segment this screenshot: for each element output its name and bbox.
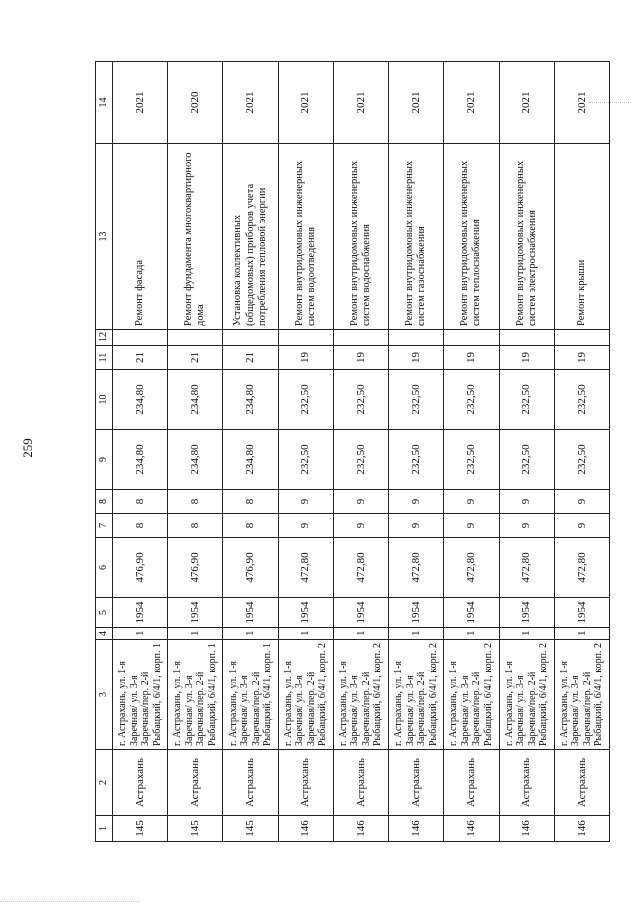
cell-c7: 9 — [389, 514, 444, 538]
address-line: Заречная/пер. 2-й — [195, 671, 207, 746]
cell-c7: 9 — [554, 514, 609, 538]
cell-c7: 9 — [499, 514, 554, 538]
cell-city: Астрахань — [333, 750, 388, 816]
cell-city: Астрахань — [444, 750, 499, 816]
address-line: Заречная/пер. 2-й — [526, 671, 538, 746]
scan-artifact-bottom — [0, 901, 140, 903]
column-header-6: 6 — [96, 538, 113, 598]
cell-c10: 234,80 — [168, 370, 223, 430]
cell-c4: 1 — [223, 628, 278, 640]
cell-c11: 19 — [444, 346, 499, 370]
cell-c12 — [389, 330, 444, 346]
work-type-cell: Ремонт крыши — [554, 144, 609, 330]
cell-num: 145 — [168, 816, 223, 842]
cell-c12 — [223, 330, 278, 346]
cell-year: 1954 — [278, 598, 333, 628]
address-line: Рыбацкий, 6/4/1, корп. 1 — [151, 643, 163, 746]
cell-area: 472,80 — [554, 538, 609, 598]
cell-c8: 9 — [389, 490, 444, 514]
cell-c4: 1 — [113, 628, 168, 640]
address-line: Рыбацкий, 6/4/1, корп. 2 — [317, 643, 329, 746]
cell-c12 — [113, 330, 168, 346]
cell-c9: 232,50 — [554, 430, 609, 490]
column-header-14: 14 — [96, 62, 113, 144]
cell-c12 — [333, 330, 388, 346]
table-row — [113, 62, 168, 842]
cell-c8: 8 — [168, 490, 223, 514]
work-type-cell: Ремонт внутридомовых инженерных систем электроснабжения — [499, 144, 554, 330]
address-line: Рыбацкий, 6/4/1, корп. 1 — [262, 643, 274, 746]
address-line: Заречная/пер. 2-й — [416, 671, 428, 746]
cell-c10: 232,50 — [554, 370, 609, 430]
cell-num: 146 — [333, 816, 388, 842]
cell-city: Астрахань — [389, 750, 444, 816]
cell-num: 145 — [223, 816, 278, 842]
cell-c11: 19 — [278, 346, 333, 370]
cell-c8: 9 — [554, 490, 609, 514]
table-row — [223, 62, 278, 842]
address-cell — [333, 640, 388, 750]
column-header-5: 5 — [96, 598, 113, 628]
cell-year: 1954 — [168, 598, 223, 628]
cell-c9: 234,80 — [168, 430, 223, 490]
work-type-cell: Ремонт внутридомовых инженерных систем водоснабжения — [333, 144, 388, 330]
address-cell — [223, 640, 278, 750]
address-cell — [389, 640, 444, 750]
cell-c14: 2021 — [223, 62, 278, 144]
address-cell — [444, 640, 499, 750]
cell-year: 1954 — [444, 598, 499, 628]
column-header-4: 4 — [96, 628, 113, 640]
cell-city: Астрахань — [554, 750, 609, 816]
cell-c8: 9 — [278, 490, 333, 514]
cell-c10: 234,80 — [113, 370, 168, 430]
address-line: Рыбацкий, 6/4/1, корп. 2 — [372, 643, 384, 746]
address-line: Заречная/пер. 2-й — [305, 671, 317, 746]
cell-c10: 232,50 — [444, 370, 499, 430]
table-row — [444, 62, 499, 842]
column-header-13: 13 — [96, 144, 113, 330]
cell-c14: 2021 — [554, 62, 609, 144]
cell-c10: 232,50 — [278, 370, 333, 430]
column-header-8: 8 — [96, 490, 113, 514]
cell-c4: 1 — [168, 628, 223, 640]
column-header-1: 1 — [96, 816, 113, 842]
work-type-cell: Установка коллективных (общедомовых) приборов учета потребления тепловой энергии — [223, 144, 278, 330]
cell-c14: 2021 — [113, 62, 168, 144]
column-header-9: 9 — [96, 430, 113, 490]
column-header-2: 2 — [96, 750, 113, 816]
cell-city: Астрахань — [499, 750, 554, 816]
cell-c7: 9 — [444, 514, 499, 538]
address-line: г. Астрахань, ул. 1-я — [282, 660, 294, 746]
cell-area: 472,80 — [499, 538, 554, 598]
cell-c11: 19 — [389, 346, 444, 370]
address-line: Заречная/ ул. 3-я — [570, 675, 582, 746]
cell-year: 1954 — [113, 598, 168, 628]
cell-area: 476,90 — [113, 538, 168, 598]
cell-c11: 21 — [168, 346, 223, 370]
address-line: г. Астрахань, ул. 1-я — [448, 660, 460, 746]
address-cell — [499, 640, 554, 750]
address-line: г. Астрахань, ул. 1-я — [503, 660, 515, 746]
cell-year: 1954 — [499, 598, 554, 628]
work-type-cell: Ремонт фасада — [113, 144, 168, 330]
page-number: 259 — [20, 438, 35, 458]
cell-num: 146 — [389, 816, 444, 842]
address-line: Рыбацкий, 6/4/1, корп. 2 — [593, 643, 605, 746]
column-header-7: 7 — [96, 514, 113, 538]
rotated-table-container — [95, 62, 610, 842]
cell-c14: 2021 — [444, 62, 499, 144]
address-cell — [113, 640, 168, 750]
cell-c7: 8 — [113, 514, 168, 538]
cell-area: 476,90 — [168, 538, 223, 598]
cell-num: 145 — [113, 816, 168, 842]
address-line: Заречная/ ул. 3-я — [349, 675, 361, 746]
cell-area: 472,80 — [444, 538, 499, 598]
cell-c12 — [499, 330, 554, 346]
table-row — [554, 62, 609, 842]
table-row — [333, 62, 388, 842]
address-line: г. Астрахань, ул. 1-я — [117, 660, 129, 746]
cell-year: 1954 — [333, 598, 388, 628]
cell-c7: 8 — [168, 514, 223, 538]
cell-c10: 232,50 — [389, 370, 444, 430]
column-header-12: 12 — [96, 330, 113, 346]
cell-area: 472,80 — [278, 538, 333, 598]
address-line: Заречная/ ул. 3-я — [404, 675, 416, 746]
cell-c8: 8 — [113, 490, 168, 514]
work-type-cell: Ремонт внутридомовых инженерных систем газоснабжения — [389, 144, 444, 330]
cell-area: 472,80 — [389, 538, 444, 598]
cell-city: Астрахань — [223, 750, 278, 816]
cell-city: Астрахань — [168, 750, 223, 816]
address-line: Заречная/ ул. 3-я — [128, 675, 140, 746]
address-cell — [168, 640, 223, 750]
cell-c14: 2020 — [168, 62, 223, 144]
cell-c8: 8 — [223, 490, 278, 514]
cell-c9: 234,80 — [113, 430, 168, 490]
cell-c7: 8 — [223, 514, 278, 538]
address-line: Заречная/пер. 2-й — [471, 671, 483, 746]
column-header-3: 3 — [96, 640, 113, 750]
address-line: Заречная/ ул. 3-я — [183, 675, 195, 746]
cell-c11: 21 — [223, 346, 278, 370]
cell-city: Астрахань — [278, 750, 333, 816]
work-type-cell: Ремонт внутридомовых инженерных систем теплоснабжения — [444, 144, 499, 330]
address-line: Заречная/пер. 2-й — [581, 671, 593, 746]
column-header-10: 10 — [96, 370, 113, 430]
cell-c4: 1 — [499, 628, 554, 640]
address-line: Заречная/ ул. 3-я — [294, 675, 306, 746]
address-line: Заречная/ ул. 3-я — [239, 675, 251, 746]
cell-c11: 19 — [554, 346, 609, 370]
cell-year: 1954 — [389, 598, 444, 628]
cell-num: 146 — [499, 816, 554, 842]
cell-c10: 232,50 — [333, 370, 388, 430]
cell-c12 — [168, 330, 223, 346]
cell-c4: 1 — [554, 628, 609, 640]
table-body — [113, 62, 610, 842]
work-type-cell: Ремонт внутридомовых инженерных систем водоотведения — [278, 144, 333, 330]
address-line: г. Астрахань, ул. 1-я — [337, 660, 349, 746]
cell-c14: 2021 — [499, 62, 554, 144]
cell-c4: 1 — [333, 628, 388, 640]
cell-c14: 2021 — [333, 62, 388, 144]
cell-c4: 1 — [444, 628, 499, 640]
cell-c7: 9 — [333, 514, 388, 538]
cell-c9: 232,50 — [499, 430, 554, 490]
table-row — [499, 62, 554, 842]
cell-c12 — [554, 330, 609, 346]
cell-c9: 232,50 — [278, 430, 333, 490]
cell-num: 146 — [444, 816, 499, 842]
cell-c12 — [444, 330, 499, 346]
address-line: Заречная/пер. 2-й — [140, 671, 152, 746]
address-cell — [278, 640, 333, 750]
cell-c9: 232,50 — [444, 430, 499, 490]
table-row — [389, 62, 444, 842]
address-line: Заречная/пер. 2-й — [360, 671, 372, 746]
table-row — [278, 62, 333, 842]
cell-c8: 9 — [499, 490, 554, 514]
cell-c14: 2021 — [278, 62, 333, 144]
cell-c11: 19 — [333, 346, 388, 370]
cell-c4: 1 — [389, 628, 444, 640]
address-line: Рыбацкий, 6/4/1, корп. 1 — [206, 643, 218, 746]
cell-c10: 234,80 — [223, 370, 278, 430]
table-row — [168, 62, 223, 842]
cell-year: 1954 — [223, 598, 278, 628]
cell-c9: 234,80 — [223, 430, 278, 490]
cell-num: 146 — [278, 816, 333, 842]
cell-c11: 19 — [499, 346, 554, 370]
cell-year: 1954 — [554, 598, 609, 628]
address-line: Рыбацкий, 6/4/1, корп. 2 — [427, 643, 439, 746]
cell-c9: 232,50 — [389, 430, 444, 490]
cell-num: 146 — [554, 816, 609, 842]
header-row — [96, 62, 113, 842]
cell-c11: 21 — [113, 346, 168, 370]
cell-c10: 232,50 — [499, 370, 554, 430]
address-cell — [554, 640, 609, 750]
cell-area: 472,80 — [333, 538, 388, 598]
repair-table-frame — [95, 62, 610, 842]
cell-c14: 2021 — [389, 62, 444, 144]
work-type-cell: Ремонт фундамента многоквартирного дома — [168, 144, 223, 330]
address-line: г. Астрахань, ул. 1-я — [558, 660, 570, 746]
address-line: г. Астрахань, ул. 1-я — [227, 660, 239, 746]
cell-c8: 9 — [333, 490, 388, 514]
address-line: Заречная/пер. 2-й — [250, 671, 262, 746]
column-header-11: 11 — [96, 346, 113, 370]
repair-program-table — [95, 61, 610, 842]
cell-city: Астрахань — [113, 750, 168, 816]
cell-c7: 9 — [278, 514, 333, 538]
address-line: г. Астрахань, ул. 1-я — [393, 660, 405, 746]
cell-area: 476,90 — [223, 538, 278, 598]
address-line: г. Астрахань, ул. 1-я — [172, 660, 184, 746]
cell-c12 — [278, 330, 333, 346]
address-line: Заречная/ ул. 3-я — [515, 675, 527, 746]
cell-c8: 9 — [444, 490, 499, 514]
address-line: Рыбацкий, 6/4/1, корп. 2 — [538, 643, 550, 746]
address-line: Заречная/ ул. 3-я — [459, 675, 471, 746]
cell-c4: 1 — [278, 628, 333, 640]
address-line: Рыбацкий, 6/4/1, корп. 2 — [482, 643, 494, 746]
cell-c9: 232,50 — [333, 430, 388, 490]
